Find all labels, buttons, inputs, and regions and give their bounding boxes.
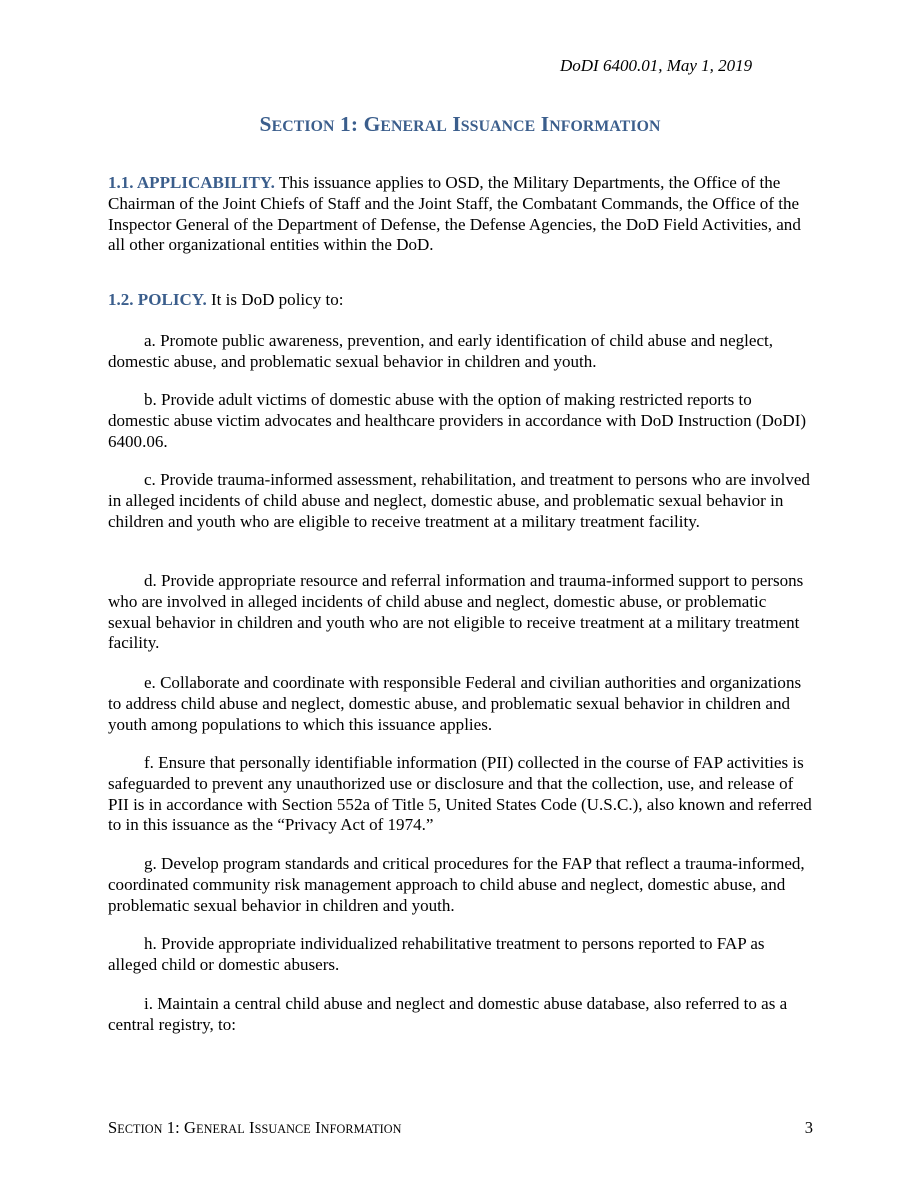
footer-letter: G [184, 1118, 197, 1137]
policy-item-e: e. Collaborate and coordinate with responsible Federal and civilian authorities and organizations to address child abuse and neglect, domestic abuse, and problematic sexual behavior in children and youth among populations to which this issuance applies. [108, 673, 802, 734]
title-letter: I [540, 112, 550, 136]
footer-letter: S [108, 1118, 118, 1137]
policy-item-g: g. Develop program standards and critical procedures for the FAP that reflect a trauma-informed, coordinated community risk management approach to child abuse and neglect, domestic abuse, and problematic sexual behavior in children and youth. [108, 854, 805, 915]
footer-letter: I [315, 1118, 321, 1137]
paragraph-text: This issuance applies to OSD, the Military Departments, the Office of the Chairman of the Joint Chiefs of Staff and the Joint Staff, the Combatant Commands, the Office of the Inspector General of the Department of Defense, the Defense Agencies, the DoD Field Activities, and all other organizational entities within the DoD. [108, 173, 801, 255]
paragraph-policy [108, 290, 813, 311]
paragraph-text: It is DoD policy to: [206, 290, 344, 309]
title-letter: G [363, 112, 381, 136]
page-number: 3 [804, 1118, 813, 1137]
title-smallcaps: ENERAL [380, 118, 447, 135]
footer-smallcaps: ECTION [117, 1122, 163, 1136]
title-smallcaps: ECTION [271, 118, 335, 135]
policy-item-h: h. Provide appropriate individualized rehabilitative treatment to persons reported to FAP as alleged child or domestic abusers. [108, 934, 765, 974]
policy-item-f: f. Ensure that personally identifiable information (PII) collected in the course of FAP activities is safeguarded to prevent any unauthorized use or disclosure and that the collection, use, and release of PII is in accordance with Section 552a of Title 5, United States Code (U.S.C.), also known and referred to in this issuance as the “Privacy Act of 1974.” [108, 753, 812, 835]
title-smallcaps: NFORMATION [549, 118, 661, 135]
paragraph-heading: 1.2. POLICY. [108, 290, 207, 309]
paragraph-heading: 1.1. APPLICABILITY. [108, 173, 275, 192]
document-reference-header: DoDI 6400.01, May 1, 2019 [560, 56, 753, 75]
section-title [0, 112, 920, 137]
paragraph-applicability [108, 173, 813, 256]
policy-item-a: a. Promote public awareness, prevention, and early identification of child abuse and neglect, domestic abuse, and problematic sexual behavior in children and youth. [108, 331, 773, 371]
policy-item-c: c. Provide trauma-informed assessment, rehabilitation, and treatment to persons who are involved in alleged incidents of child abuse and neglect, domestic abuse, and problematic sexual behavior in children and youth who are eligible to receive treatment at a military treatment facility. [108, 470, 810, 531]
policy-item-i: i. Maintain a central child abuse and neglect and domestic abuse database, also referred to as a central registry, to: [108, 994, 788, 1034]
title-letter: S [259, 112, 272, 136]
footer-number: 1: [162, 1118, 185, 1137]
title-letter: I [452, 112, 461, 136]
title-smallcaps: SSUANCE [460, 118, 536, 135]
footer-smallcaps: NFORMATION [320, 1122, 402, 1136]
footer-smallcaps: ENERAL [196, 1122, 245, 1136]
footer-letter: I [248, 1118, 255, 1137]
footer-section-label [108, 1118, 402, 1138]
footer-smallcaps: SSUANCE [254, 1122, 311, 1136]
policy-item-d: d. Provide appropriate resource and referral information and trauma-informed support to persons who are involved in alleged incidents of child abuse and neglect, domestic abuse, or problematic sexual behavior in children and youth who are not eligible to receive treatment at a military treatment facility. [108, 571, 804, 653]
policy-item-b: b. Provide adult victims of domestic abuse with the option of making restricted reports to domestic abuse victim advocates and healthcare providers in accordance with DoD Instruction (DoDI) 6400.06. [108, 390, 807, 451]
title-number: 1: [334, 112, 364, 136]
